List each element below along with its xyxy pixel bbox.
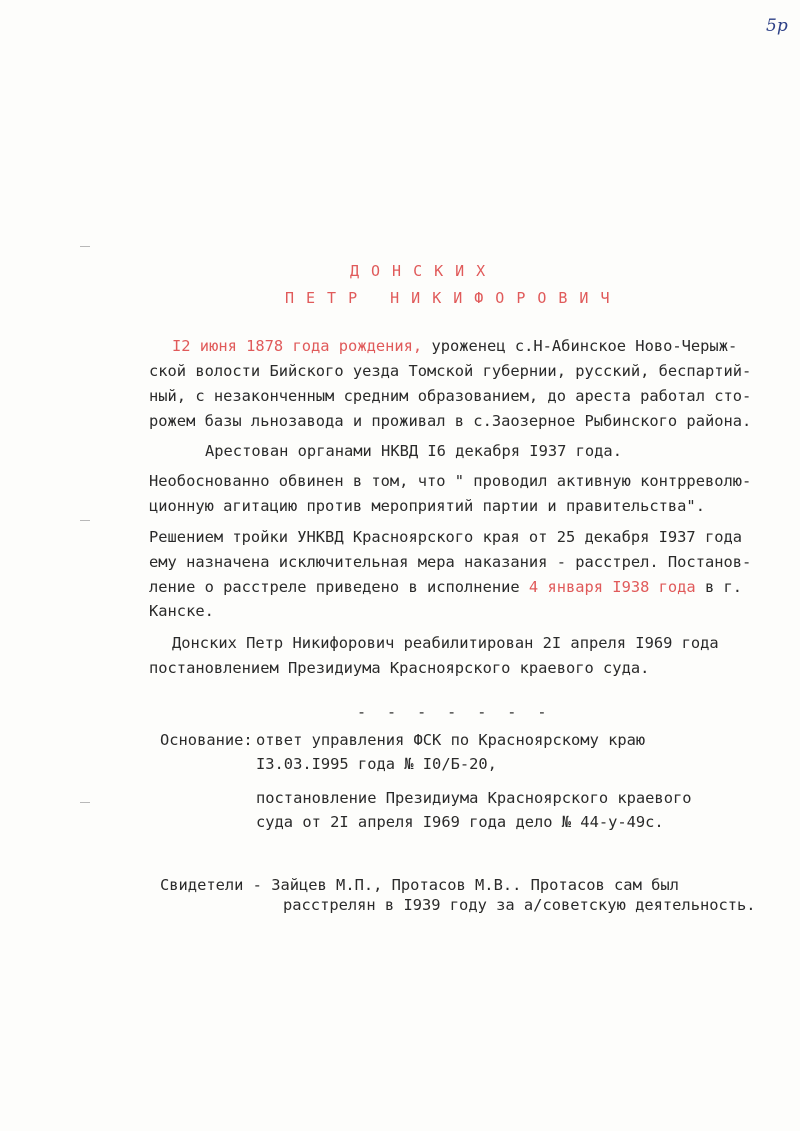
rehab-line2: постановлением Президиума Красноярского краевого суда.	[149, 659, 650, 677]
birth-date-stamp: I2 июня 1878 года рождения,	[172, 337, 423, 355]
sentence-line3	[149, 580, 742, 595]
surname-heading: ДОНСКИХ	[350, 262, 498, 280]
sentence-line1: Решением тройки УНКВД Красноярского края от 25 декабря I937 года	[149, 528, 743, 546]
margin-mark	[80, 802, 90, 803]
page-number: 5р	[766, 16, 788, 36]
margin-mark	[80, 520, 90, 521]
arrest-line: Арестован органами НКВД I6 декабря I937 года.	[205, 442, 622, 460]
sentence-line2: ему назначена исключительная мера наказания - расстрел. Постанов-	[149, 553, 752, 571]
sentence-line3-post: в г.	[695, 578, 743, 596]
basis-line2: I3.03.I995 года № I0/Б-20,	[256, 755, 497, 773]
basis-line1: ответ управления ФСК по Красноярскому краю	[256, 731, 646, 749]
witnesses-line1: Свидетели - Зайцев М.П., Протасов М.В.. Протасов сам был	[160, 876, 679, 894]
charge-line1: Необоснованно обвинен в том, что " проводил активную контрреволю-	[149, 472, 752, 490]
witnesses-line2: расстрелян в I939 году за а/советскую деятельность.	[283, 896, 756, 914]
para1-line1	[172, 339, 737, 354]
basis-line4: суда от 2I апреля I969 года дело № 44-у-49с.	[256, 813, 664, 831]
para1-line2: ской волости Бийского уезда Томской губернии, русский, беспартий-	[149, 362, 752, 380]
rehab-line1: Донских Петр Никифорович реабилитирован 2I апреля I969 года	[172, 634, 719, 652]
margin-mark	[80, 246, 90, 247]
sentence-line4: Канске.	[149, 602, 214, 620]
given-names-heading: ПЕТР НИКИФОРОВИЧ	[285, 289, 622, 307]
execution-date-stamp: 4 января I938 года	[528, 578, 696, 596]
para1-line1-rest: уроженец с.Н-Абинское Ново-Черыж-	[422, 337, 738, 355]
para1-line4: рожем базы льнозавода и проживал в с.Заозерное Рыбинского района.	[149, 412, 752, 430]
sentence-line3-pre: ление о расстреле приведено в исполнение	[149, 578, 529, 596]
para1-line3: ный, с незаконченным средним образованием, до ареста работал сто-	[149, 387, 752, 405]
charge-line2: ционную агитацию против мероприятий партии и правительства".	[149, 497, 705, 515]
basis-line3: постановление Президиума Красноярского краевого	[256, 789, 692, 807]
basis-label: Основание:	[160, 731, 253, 749]
separator: - - - - - - -	[357, 703, 553, 721]
